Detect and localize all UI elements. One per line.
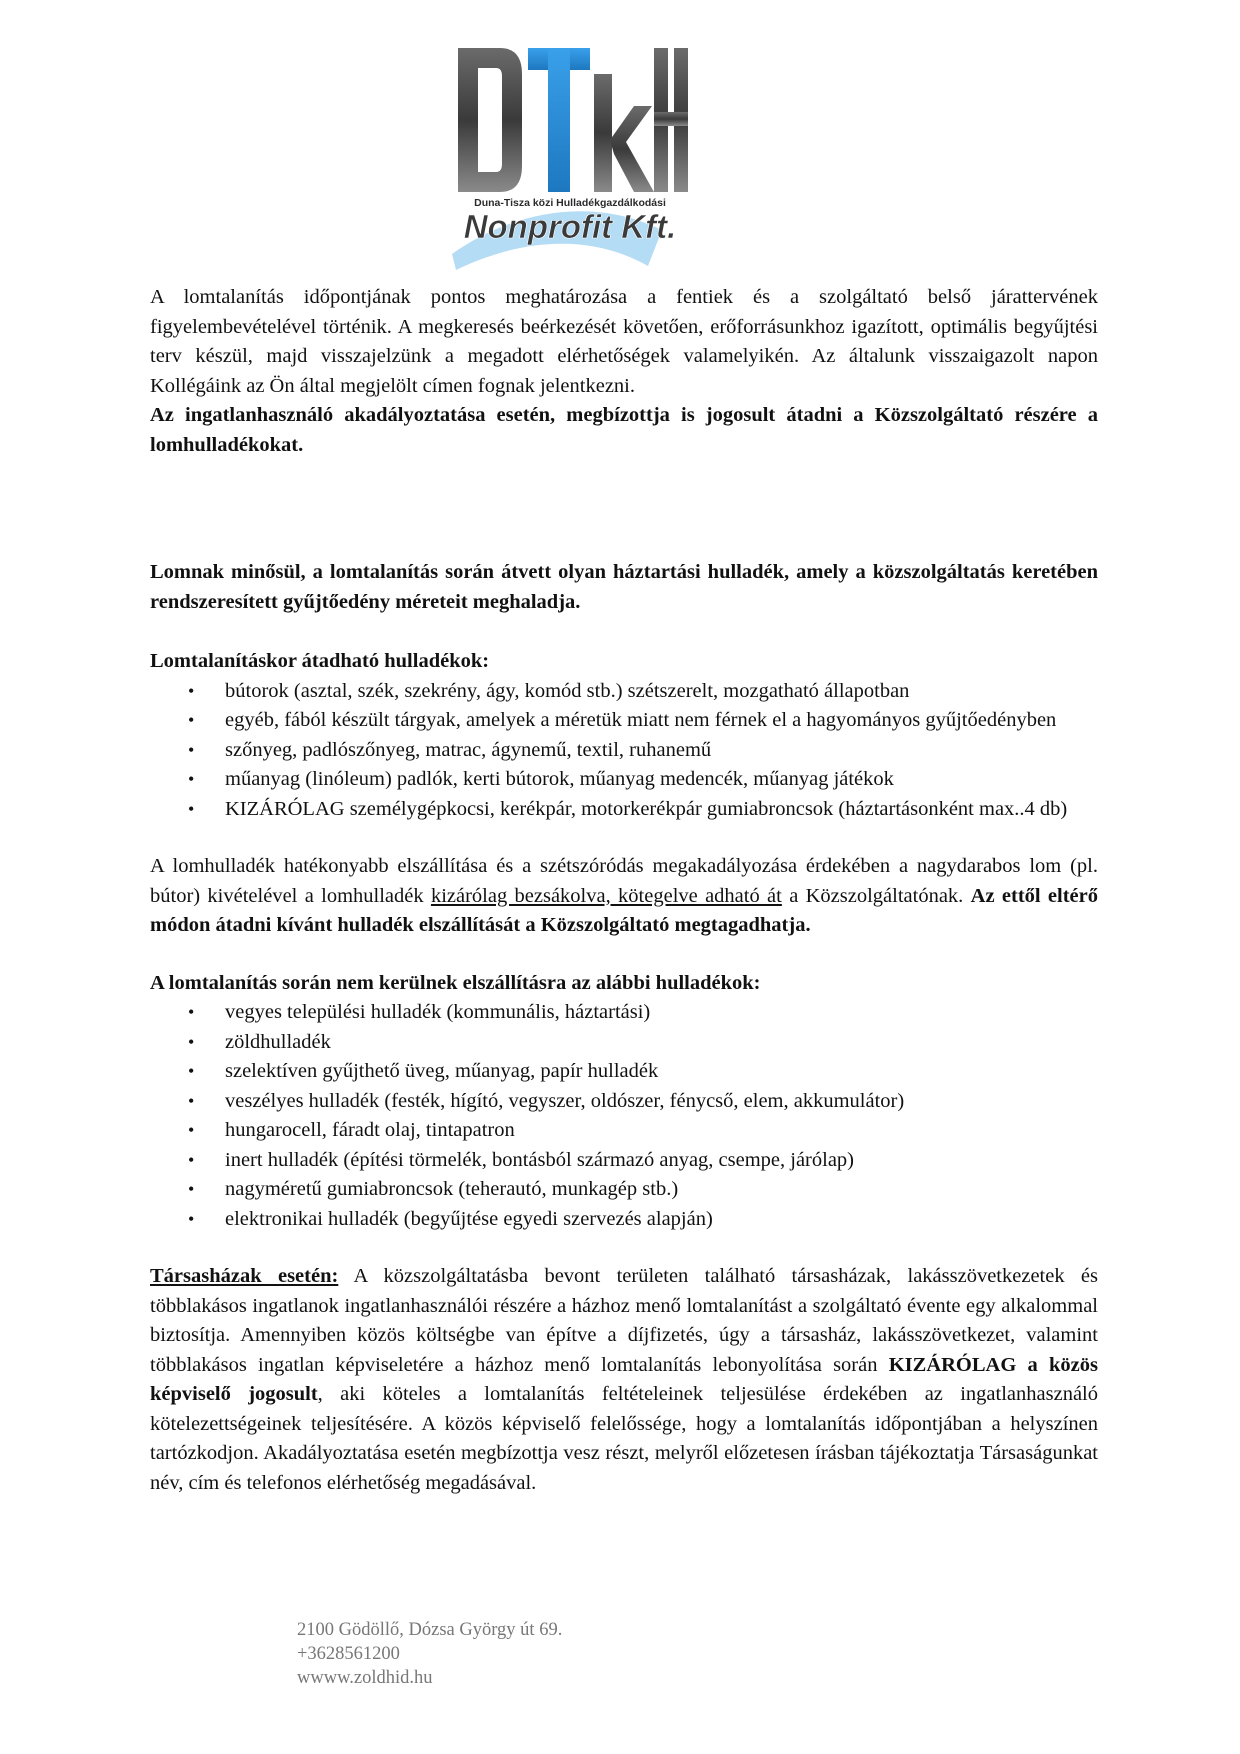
list-item: • bútorok (asztal, szék, szekrény, ágy, komód stb.) szétszerelt, mozgatható állapotban xyxy=(150,677,1098,707)
logo-letter-k xyxy=(594,74,654,192)
footer-phone: +3628561200 xyxy=(297,1644,400,1664)
transport-text-2: a Közszolgáltatónak. xyxy=(781,884,971,907)
condo-paragraph xyxy=(150,1262,1098,1498)
footer-address: 2100 Gödöllő, Dózsa György út 69. xyxy=(297,1620,563,1640)
list-item: • szelektíven gyűjthető üveg, műanyag, papír hulladék xyxy=(150,1057,1098,1087)
list-item: • nagyméretű gumiabroncsok (teherautó, munkagép stb.) xyxy=(150,1175,1098,1205)
accepted-list xyxy=(150,677,1098,825)
definition-paragraph: Lomnak minősül, a lomtalanítás során átvett olyan háztartási hulladék, amely a közszolgáltatás keretében rendszeresített gyűjtőedény méreteit meghaladja. xyxy=(150,561,1098,613)
condo-label: Társasházak esetén: xyxy=(150,1265,339,1287)
list-item: • szőnyeg, padlószőnyeg, matrac, ágynemű, textil, ruhanemű xyxy=(150,736,1098,766)
list-item: • műanyag (linóleum) padlók, kerti bútorok, műanyag medencék, műanyag játékok xyxy=(150,765,1098,795)
logo-letter-h xyxy=(654,48,688,192)
footer xyxy=(297,1618,562,1690)
intro-paragraph: A lomtalanítás időpontjának pontos meghatározása a fentiek és a szolgáltató belső járattervének figyelembevételével történik. A megkeresés beérkezését követően, erőforrásunkhoz igazított, optimális begyűjtési terv készül, majd visszajelzünk a megadott elérhetőségek valamelyikén. Az általunk visszaigazolt napon Kollégáink az Ön által megjelölt címen fognak jelentkezni. xyxy=(150,286,1098,397)
excluded-list xyxy=(150,998,1098,1234)
list-item: • elektronikai hulladék (begyűjtése egyedi szervezés alapján) xyxy=(150,1205,1098,1235)
list-item: • veszélyes hulladék (festék, hígító, vegyszer, oldószer, fénycső, elem, akkumulátor) xyxy=(150,1087,1098,1117)
condo-text-2: , aki köteles a lomtalanítás feltételeinek teljesülése érdekében az ingatlanhasználó kötelezettségeinek teljesítésére. A közös képviselő felelőssége, hogy a lomtalanítás időpontjában a helyszínen tartózkodjon. Akadályoztatása esetén megbízottja vesz részt, melyről előzetesen írásban tájékoztatja Társaságunkat név, cím és telefonos elérhetőség megadásával. xyxy=(150,1383,1098,1494)
list-item: • zöldhulladék xyxy=(150,1028,1098,1058)
logo-letter-d xyxy=(458,48,522,192)
transport-paragraph xyxy=(150,852,1098,941)
logo-letter-t xyxy=(528,48,590,192)
condo-bold: KIZÁRÓLAG a közös képviselő jogosult xyxy=(150,1353,1098,1405)
list-item: • vegyes települési hulladék (kommunális, háztartási) xyxy=(150,998,1098,1028)
footer-web: wwww.zoldhid.hu xyxy=(297,1668,433,1688)
logo-tagline: Duna-Tisza közi Hulladékgazdálkodási xyxy=(474,197,666,209)
list-item: • egyéb, fából készült tárgyak, amelyek a méretük miatt nem férnek el a hagyományos gyűjtőedényben xyxy=(150,706,1098,736)
company-logo xyxy=(448,44,688,280)
logo-subtitle: Nonprofit Kft. xyxy=(463,208,677,245)
list-item: • inert hulladék (építési törmelék, bontásból származó anyag, csempe, járólap) xyxy=(150,1146,1098,1176)
list-item: • KIZÁRÓLAG személygépkocsi, kerékpár, motorkerékpár gumiabroncsok (háztartásonként max..4 db) xyxy=(150,795,1098,825)
transport-bold: Az ettől eltérő módon átadni kívánt hulladék elszállítását a Közszolgáltató megtagadhatja. xyxy=(150,884,1098,936)
excluded-heading: A lomtalanítás során nem kerülnek elszállításra az alábbi hulladékok: xyxy=(150,971,761,994)
list-item: • hungarocell, fáradt olaj, tintapatron xyxy=(150,1116,1098,1146)
intro-bold-paragraph: Az ingatlanhasználó akadályoztatása esetén, megbízottja is jogosult átadni a Közszolgáltató részére a lomhulladékokat. xyxy=(150,404,1098,456)
document-body xyxy=(150,283,1098,1498)
transport-underlined: kizárólag bezsákolva, kötegelve adható át xyxy=(430,884,782,907)
condo-text-1: A közszolgáltatásba bevont területen található társasházak, lakásszövetkezetek és többlakásos ingatlanok ingatlanhasználói részére a házhoz menő lomtalanítást a szolgáltató évente egy alkalommal biztosítja. Amennyiben közös költségbe van építve a díjfizetés, úgy a társasház, lakásszövetkezet, valamint többlakásos ingatlan képviseletére a házhoz menő lomtalanítás lebonyolítása során xyxy=(150,1265,1098,1376)
transport-text-1: A lomhulladék hatékonyabb elszállítása és a szétszóródás megakadályozása érdekében a nagydarabos lom (pl. bútor) kivételével a lomhulladék xyxy=(150,855,1098,907)
accepted-heading: Lomtalanításkor átadható hulladékok: xyxy=(150,650,490,672)
